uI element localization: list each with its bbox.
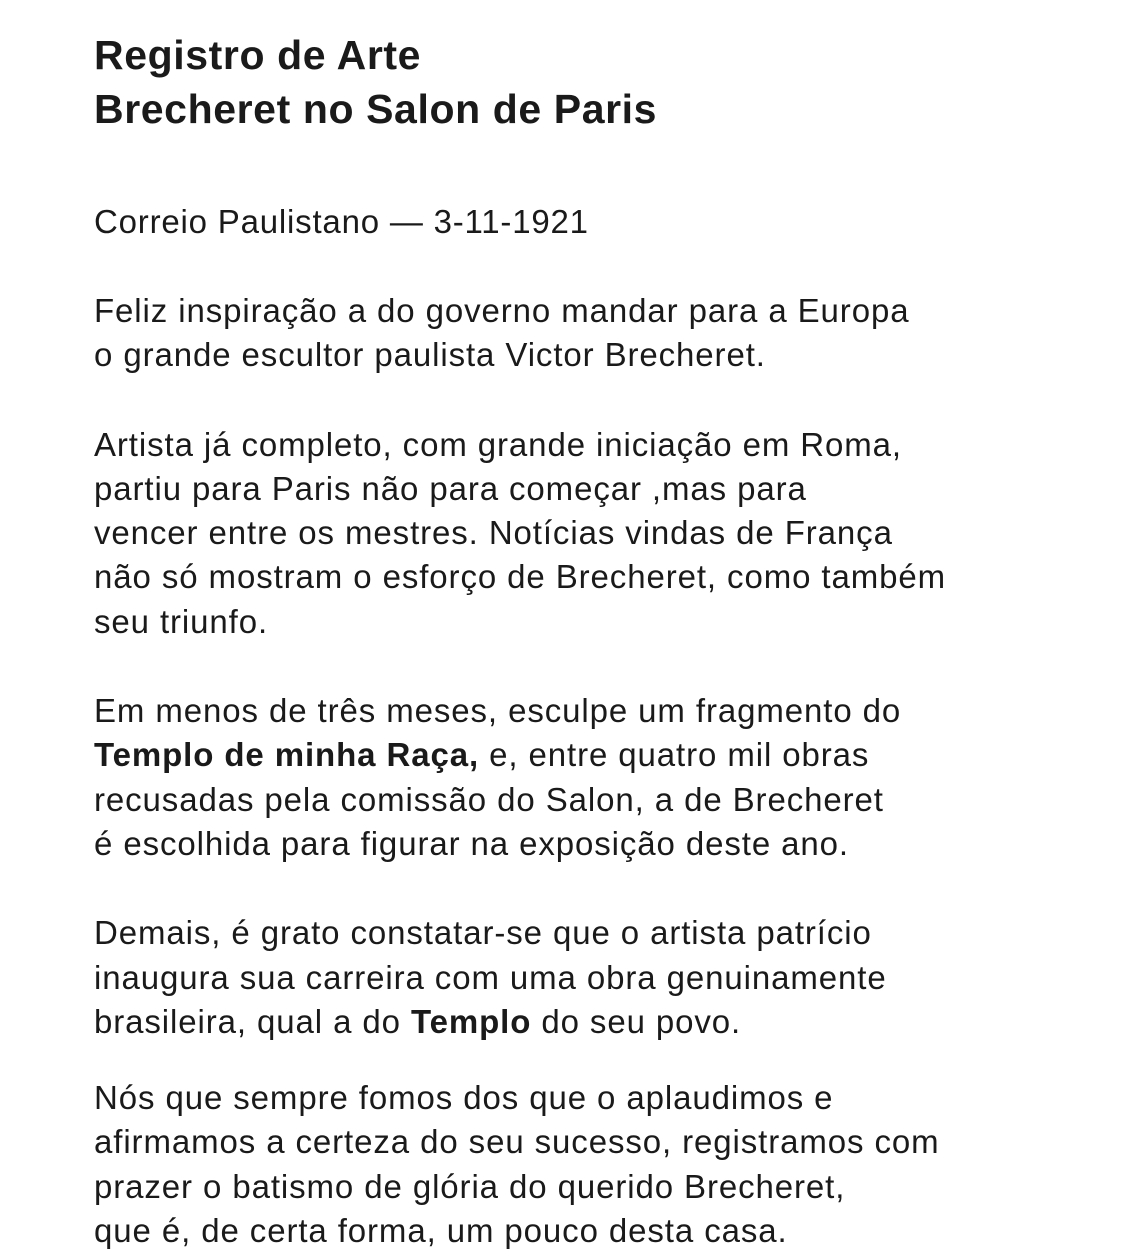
document-page	[94, 28, 1134, 1253]
title-line-1: Registro de Arte	[94, 32, 422, 78]
bold-work-title: Templo de minha Raça,	[94, 736, 480, 774]
title-line-2: Brecheret no Salon de Paris	[94, 86, 658, 132]
paragraph-5	[94, 1076, 1134, 1253]
text-line: é escolhida para figurar na exposição deste ano.	[94, 824, 850, 862]
text-line: recusadas pela comissão do Salon, a de Brecheret	[94, 780, 884, 818]
text-line: não só mostram o esforço de Brecheret, como também	[94, 558, 947, 596]
text-fragment: do seu povo.	[531, 1002, 742, 1040]
text-line: que é, de certa forma, um pouco desta casa.	[94, 1212, 788, 1250]
text-line: Em menos de três meses, esculpe um fragmento do	[94, 692, 902, 730]
article-title	[94, 28, 1134, 136]
text-fragment: e, entre quatro mil obras	[479, 736, 870, 774]
paragraph-2	[94, 423, 1134, 644]
paragraph-3	[94, 689, 1134, 866]
text-line: partiu para Paris não para começar ,mas para	[94, 469, 807, 507]
text-line: afirmamos a certeza do seu sucesso, registramos com	[94, 1123, 940, 1161]
text-line: Demais, é grato constatar-se que o artista patrício	[94, 914, 872, 952]
text-fragment: brasileira, qual a do	[94, 1002, 411, 1040]
text-line	[94, 1000, 1134, 1044]
text-line: vencer entre os mestres. Notícias vindas de França	[94, 514, 893, 552]
paragraph-4	[94, 911, 1134, 1044]
text-line: inaugura sua carreira com uma obra genuinamente	[94, 958, 887, 996]
paragraph-1	[94, 289, 1134, 378]
bold-word-templo: Templo	[410, 1002, 532, 1040]
text-line: Artista já completo, com grande iniciação em Roma,	[94, 425, 902, 463]
text-line: prazer o batismo de glória do querido Brecheret,	[94, 1167, 846, 1205]
source-citation: Correio Paulistano — 3-11-1921	[94, 203, 589, 240]
text-line: Feliz inspiração a do governo mandar para a Europa	[94, 292, 910, 329]
text-line: o grande escultor paulista Victor Brecheret.	[94, 336, 766, 374]
text-line	[94, 733, 1134, 777]
text-line: Nós que sempre fomos dos que o aplaudimos e	[94, 1079, 834, 1117]
text-line: seu triunfo.	[94, 602, 269, 640]
